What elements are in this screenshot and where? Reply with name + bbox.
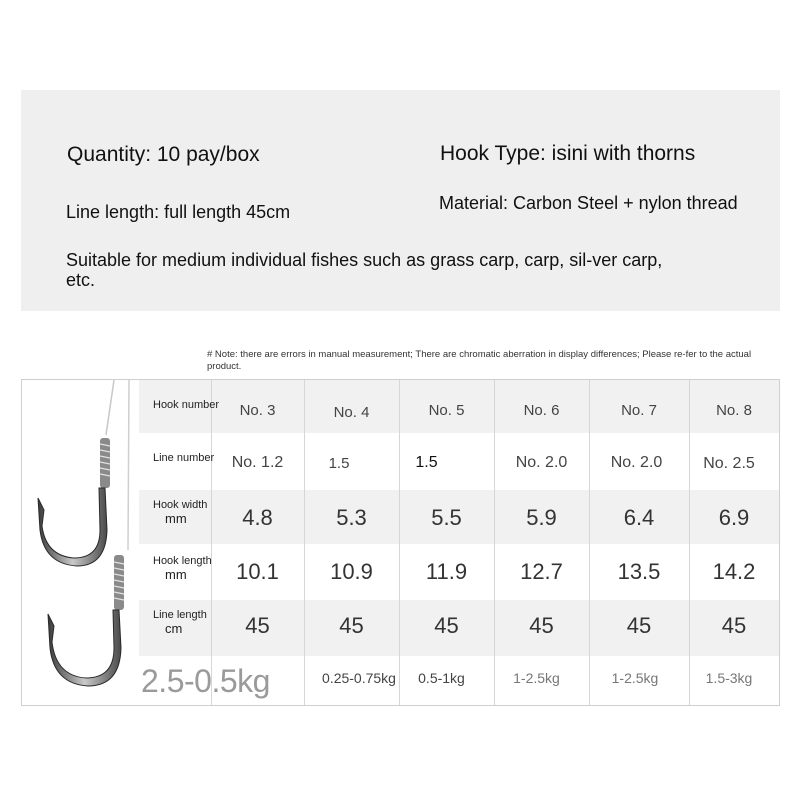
hook-width-cell: 6.9 (718, 505, 750, 530)
hook-width-cell: 4.8 (242, 505, 273, 530)
column-divider (399, 380, 400, 705)
hook-length-cell: 13.5 (617, 559, 661, 584)
load-cell: 0.5-1kg (418, 670, 465, 686)
column-divider (211, 380, 212, 705)
line-number-cell: No. 2.0 (515, 454, 568, 471)
hook-length-cell: 14.2 (712, 559, 756, 584)
line-number-cell: 1.5 (415, 454, 438, 471)
spec-table (21, 379, 780, 706)
hook-number-cell: No. 7 (621, 402, 657, 419)
hook-length-cell: 11.9 (425, 559, 468, 584)
hook-length-cell: 12.7 (520, 559, 563, 584)
column-divider (304, 380, 305, 705)
load-cell: 1-2.5kg (611, 670, 659, 686)
material-text: Material: Carbon Steel + nylon thread (439, 193, 738, 213)
spec-grid (139, 380, 779, 705)
hook-number-cell: No. 4 (333, 404, 370, 421)
line-number-cell: No. 2.0 (610, 454, 663, 471)
load-cell-first: 2.5-0.5kg (141, 663, 270, 699)
line-length-cell: 45 (245, 613, 270, 638)
line-number-cell: No. 1.2 (231, 454, 284, 471)
line-length-cell: 45 (339, 613, 364, 638)
hook-width-cell: 5.5 (431, 505, 462, 530)
load-cell: 1-2.5kg (513, 670, 560, 686)
hook-number-cell: No. 3 (239, 402, 276, 419)
hook-length-cell: 10.1 (236, 559, 279, 584)
row-label-line-number: Line number (153, 452, 215, 464)
column-divider (494, 380, 495, 705)
hook-width-cell: 6.4 (623, 505, 655, 530)
hook-number-cell: No. 5 (428, 402, 465, 419)
fishing-hook-image (22, 380, 138, 705)
suitable-text: Suitable for medium individual fishes such as grass carp, carp, sil-ver carp, etc. (66, 250, 663, 290)
row-label-line-length: Line length cm (153, 609, 207, 636)
measurement-note: # Note: there are errors in manual measurement; There are chromatic aberration in display differences; Please re-fer to the actual product. (207, 349, 752, 372)
hook-number-cell: No. 6 (523, 402, 560, 419)
line-length-text: Line length: full length 45cm (66, 202, 291, 222)
line-length-cell: 45 (529, 613, 554, 638)
line-length-cell: 45 (434, 613, 459, 638)
quantity-text: Quantity: 10 pay/box (67, 143, 260, 166)
row-label-hook-length: Hook length mm (153, 555, 212, 582)
hook-type-text: Hook Type: isini with thorns (440, 142, 696, 165)
hook-length-cell: 10.9 (330, 559, 373, 584)
row-label-hook-width: Hook width mm (153, 499, 208, 526)
info-panel (21, 90, 780, 311)
line-length-cell: 45 (626, 613, 652, 638)
hook-width-cell: 5.3 (336, 505, 367, 530)
load-cell: 1.5-3kg (705, 670, 753, 686)
load-cell: 0.25-0.75kg (322, 670, 396, 686)
row-label-hook-number: Hook number (153, 399, 220, 411)
hook-width-cell: 5.9 (526, 505, 557, 530)
column-divider (689, 380, 690, 705)
line-number-cell: No. 2.5 (703, 455, 755, 472)
line-number-cell: 1.5 (328, 455, 350, 472)
line-length-cell: 45 (721, 613, 747, 638)
column-divider (589, 380, 590, 705)
hook-number-cell: No. 8 (716, 402, 752, 419)
